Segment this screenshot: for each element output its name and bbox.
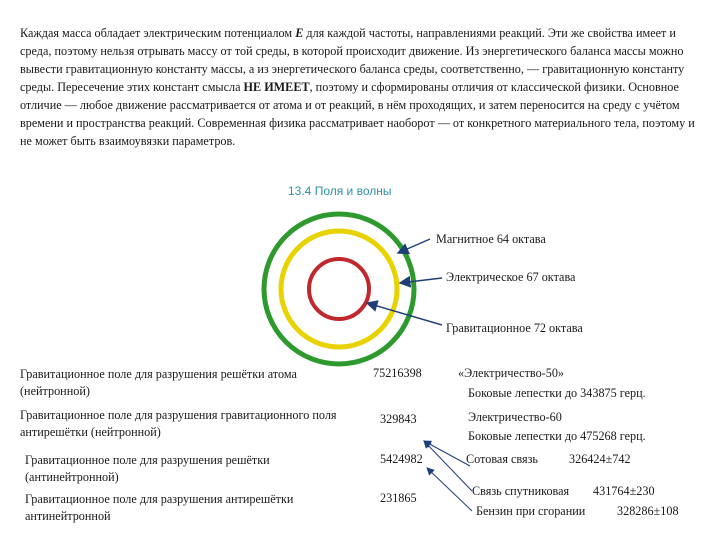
para-part-2: для каждой частоты, направлениями реакций. Эти же свойства имеет и среда, поэтому нельзя отрывать массу от той среды, в которой происходит движение. Из энергетического баланса массы можно вывести гравитационную константу массы, а из энергетического баланса среды, соответственно, — гравитационную константу среды. Пересечение этих констант смысла [20,26,685,94]
e-symbol: E [295,26,304,40]
row-1-note-2: Боковые лепестки до 343875 герц. [468,386,646,400]
row-2-note-1: Электричество-60 [468,410,562,424]
electric-label: Электрическое 67 октава [446,270,576,284]
section-heading: 13.4 Поля и волны [288,184,392,198]
row-2-note-2: Боковые лепестки до 475268 герц. [468,429,646,443]
gravitational-label: Гравитационное 72 октава [446,321,583,335]
magnetic-label: Магнитное 64 октава [436,232,546,246]
row-2-value: 329843 [380,412,417,426]
row-3-value: 5424982 [380,452,423,466]
row-4-value: 231865 [380,491,417,505]
connector-arrow-3 [427,468,472,511]
row-2-text: Гравитационное поле для разрушения гравитационного поля антирешётки (нейтронной) [20,408,337,439]
row-4-note-1: Связь спутниковая [472,484,570,498]
para-part-1: Каждая масса обладает электрическим потенциалом [20,26,296,40]
para-part-3: , поэтому и сформированы отличия от классической физики. Основное отличие — любое движение рассматривается от атома и от реакций, в нём проходящих, и затем переносится на среду с учётом времени и пространства реакций. Современная физика рассматривает наоборот — от конкретного материального тела, поэтому и не может быть взаимоувязки параметров. [20,80,695,148]
row-4-text: Гравитационное поле для разрушения антирешётки антинейтронной [25,492,294,523]
row-1-value: 75216398 [373,366,422,380]
electric-arrow [400,278,442,283]
electric-ring [281,231,397,347]
row-3-text: Гравитационное поле для разрушения решётки (антинейтронной) [25,453,270,484]
row-3-note-1-value: 326424±742 [569,452,631,466]
row-4-note-2-value: 328286±108 [617,504,679,518]
para-emphasis: НЕ ИМЕЕТ [243,80,310,94]
connector-arrow-2 [424,441,472,491]
row-1-text: Гравитационное поле для разрушения решётки атома (нейтронной) [20,367,297,398]
row-1-note-1: «Электричество-50» [458,366,565,380]
row-4-note-2: Бензин при сгорании [476,504,586,518]
magnetic-ring [264,214,414,364]
row-3-note-1: Сотовая связь [466,452,538,466]
gravitational-ring [309,259,369,319]
connector-arrow-1 [424,441,470,466]
row-4-note-1-value: 431764±230 [593,484,655,498]
